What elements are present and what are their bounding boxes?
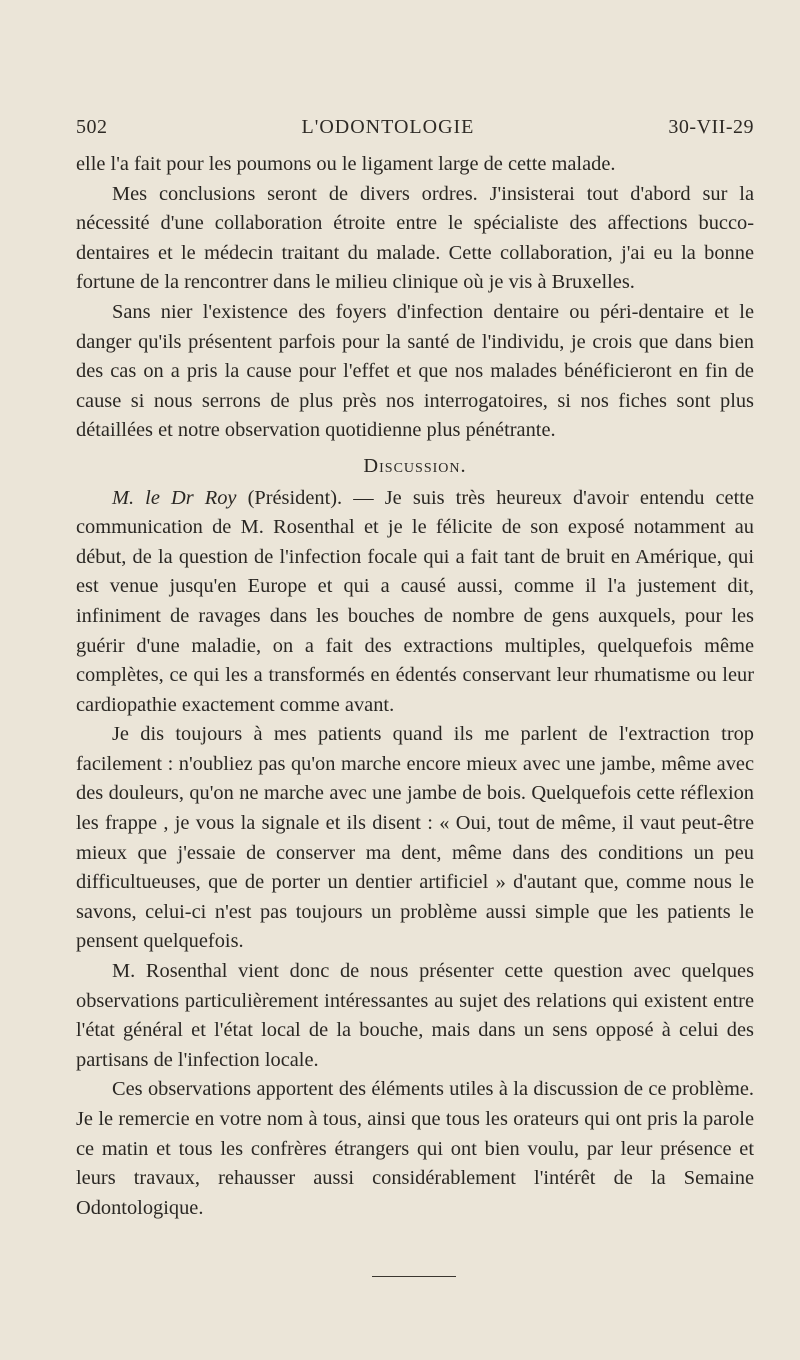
paragraph-4 bbox=[76, 484, 754, 721]
running-header bbox=[76, 116, 754, 139]
paragraph-5: Je dis toujours à mes patients quand ils me parlent de l'extraction trop facilement : n'oubliez pas qu'on marche encore mieux avec une jambe, même avec des douleurs, qu'on ne marche avec une jambe de bois. Quelquefois cette réflexion les frappe , je vous la signale et ils disent : « Oui, tout de même, il vaut peut-être mieux que j'essaie de conserver ma dent, même dans des conditions un peu difficultueuses, que de porter un dentier artificiel » d'autant que, comme nous le savons, celui-ci n'est pas toujours un problème aussi simple que les patients le pensent quelquefois. bbox=[76, 723, 754, 953]
paragraph-2: Mes conclusions seront de divers ordres. J'insisterai tout d'abord sur la nécessité d'une collaboration étroite entre le spécialiste des affections bucco-dentaires et le médecin traitant du malade. Cette collaboration, j'ai eu la bonne fortune de la rencontrer dans le milieu clinique où je vis à Bruxelles. bbox=[76, 182, 754, 294]
end-rule bbox=[372, 1276, 456, 1277]
issue-date: 30-VII-29 bbox=[668, 116, 754, 138]
paragraph-6: M. Rosenthal vient donc de nous présenter cette question avec quelques observations particulièrement intéressantes au sujet des relations qui existent entre l'état général et l'état local de la bouche, mais dans un sens opposé à celui des partisans de l'infection locale. bbox=[76, 960, 754, 1071]
paragraph-4-text: (Président). — Je suis très heureux d'avoir entendu cette communication de M. Rosenthal et je le félicite de son exposé notamment au début, de la question de l'infection focale qui a fait tant de bruit en Amérique, qui est venue jusqu'en Europe et qui a causé aussi, comme il l'a justement dit, infiniment de ravages dans les bouches de nombre de gens auxquels, pour les guérir d'une maladie, on a fait des extractions multiples, quelquefois même complètes, ce qui les a transformés en édentés conservant leur rhumatisme ou leur cardiopathie exactement comme avant. bbox=[76, 486, 754, 716]
paragraph-7: Ces observations apportent des éléments utiles à la discussion de ce problème. Je le remercie en votre nom à tous, ainsi que tous les orateurs qui ont pris la parole ce matin et tous les confrères étrangers qui ont bien voulu, par leur présence et leurs travaux, rehausser aussi considérablement l'intérêt de la Semaine Odontologique. bbox=[76, 1078, 754, 1219]
body-text bbox=[76, 150, 754, 1223]
paragraph-3: Sans nier l'existence des foyers d'infection dentaire ou péri-dentaire et le danger qu'ils présentent parfois pour la santé de l'individu, je crois que dans bien des cas on a pris la cause pour l'effet et que nos malades bénéficieront en fin de cause si nous serrons de plus près nos interrogatoires, si nos fiches sont plus détaillées et notre observation quotidienne plus pénétrante. bbox=[76, 300, 754, 442]
discussion-heading: Discussion. bbox=[363, 454, 467, 477]
journal-title: L'ODONTOLOGIE bbox=[301, 116, 475, 138]
paragraph-1: elle l'a fait pour les poumons ou le ligament large de cette malade. bbox=[76, 153, 616, 175]
page-number: 502 bbox=[76, 116, 108, 138]
speaker-name: M. le Dr Roy bbox=[112, 486, 237, 509]
